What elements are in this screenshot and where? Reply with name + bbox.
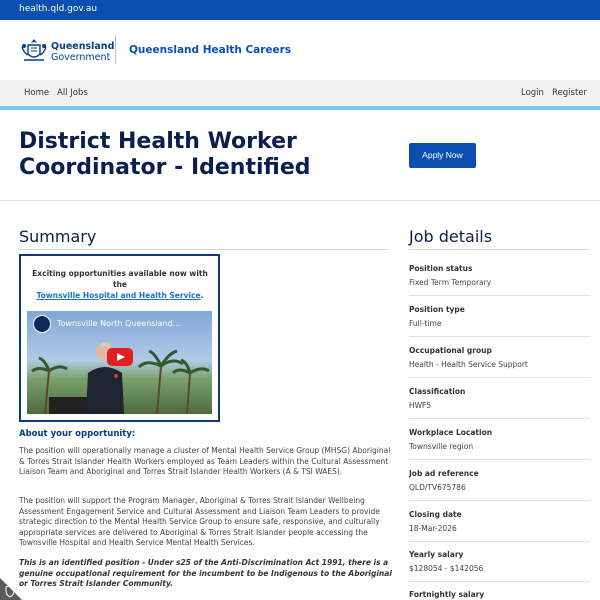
- video-player[interactable]: [27, 311, 212, 414]
- nav-register[interactable]: Register: [552, 88, 587, 98]
- job-details-divider: [409, 249, 590, 250]
- description-para-1: The position will operationally manage a cluster of Mental Health Service Group (MHSG) Aboriginal & Torres Strait Islander Health Workers employed as Team Leaders within the Cultural Assessment Liaison Team and Aboriginal and Torres Strait Islander Health Workers (A & TSI WAES).: [19, 446, 391, 476]
- detail-label: Job ad reference: [409, 469, 479, 478]
- promo-box: [19, 254, 220, 422]
- detail-classification: [409, 387, 590, 410]
- promo-lead: Exciting opportunities available now with the: [32, 269, 208, 289]
- detail-label: Yearly salary: [409, 550, 464, 559]
- job-details-heading: Job details: [409, 227, 493, 246]
- detail-job-ad-reference: [409, 469, 590, 492]
- detail-separator: [409, 500, 590, 501]
- detail-value: HWF5: [409, 401, 432, 410]
- detail-label: Position type: [409, 305, 465, 314]
- detail-value: Full-time: [409, 319, 442, 328]
- site-name-link[interactable]: Queensland Health Careers: [129, 44, 292, 56]
- detail-separator: [409, 336, 590, 337]
- detail-yearly-salary: [409, 550, 590, 573]
- qld-crest-icon[interactable]: [19, 37, 49, 64]
- detail-value: Health - Health Service Support: [409, 360, 528, 369]
- promo-tail: .: [200, 291, 204, 300]
- detail-value: $128054 - $142056: [409, 564, 484, 573]
- detail-position-status: [409, 264, 590, 287]
- apply-now-button[interactable]: Apply Now: [409, 143, 476, 168]
- promo-link[interactable]: Townsville Hospital and Health Service: [36, 291, 201, 300]
- nav-home[interactable]: Home: [24, 88, 50, 98]
- detail-label: Workplace Location: [409, 428, 493, 437]
- detail-closing-date: [409, 510, 590, 533]
- brand-header: [0, 20, 600, 80]
- nav-login[interactable]: Login: [521, 88, 544, 98]
- summary-divider: [19, 249, 389, 250]
- brand-divider: [115, 35, 116, 64]
- gov-line1: Queensland: [51, 41, 115, 52]
- accessibility-shield-icon[interactable]: [0, 560, 40, 600]
- detail-separator: [409, 295, 590, 296]
- detail-position-type: [409, 305, 590, 328]
- detail-value: 18-Mar-2026: [409, 524, 457, 533]
- detail-workplace-location: [409, 428, 590, 451]
- detail-label: Occupational group: [409, 346, 492, 355]
- about-heading: About your opportunity:: [19, 429, 136, 439]
- detail-label: Closing date: [409, 510, 462, 519]
- gov-line2: Government: [51, 52, 111, 63]
- detail-separator: [409, 541, 590, 542]
- detail-separator: [409, 459, 590, 460]
- detail-label: Position status: [409, 264, 473, 273]
- detail-separator: [409, 418, 590, 419]
- detail-separator: [409, 377, 590, 378]
- nav-all-jobs[interactable]: All Jobs: [57, 88, 88, 98]
- detail-label: Fortnightly salary: [409, 590, 485, 599]
- job-hero: [0, 110, 600, 201]
- identified-position-note: This is an identified position - Under s25 of the Anti-Discrimination Act 1991, there is a genuine occupational requirement for the incumbent to be Indigenous to the Aboriginal or Torres Strait Islander Community.: [19, 558, 392, 588]
- government-wordmark[interactable]: [51, 41, 114, 63]
- video-title: Townsville North Queensland...: [57, 319, 181, 328]
- description-para-2: The position will support the Program Manager, Aboriginal & Torres Strait Islander Wellbeing Assessment Engagement Service and Cultural Assessment and Liaison Team Leaders to provide strategic direction to the Mental Health Service Group to ensure safe, responsive, and culturally appropriate services are delivered to Aboriginal & Torres Strait Islander people accessing the Townsville Hospital and Health Service Mental Health Services.: [19, 496, 380, 547]
- domain-text: health.qld.gov.au: [19, 4, 98, 14]
- detail-label: Classification: [409, 387, 466, 396]
- promo-text: [25, 268, 215, 301]
- main-nav: [0, 80, 600, 106]
- summary-heading: Summary: [19, 227, 97, 246]
- detail-value: QLD/TV675786: [409, 483, 466, 492]
- job-title: District Health Worker Coordinator - Identified: [19, 129, 311, 180]
- detail-value: Townsville region: [409, 442, 474, 451]
- play-button[interactable]: [107, 348, 133, 366]
- detail-separator: [409, 581, 590, 582]
- detail-occupational-group: [409, 346, 590, 369]
- channel-logo-icon: [33, 315, 51, 333]
- detail-fortnightly-salary: [409, 590, 590, 600]
- detail-value: Fixed Term Temporary: [409, 278, 492, 287]
- top-bar: [0, 0, 600, 20]
